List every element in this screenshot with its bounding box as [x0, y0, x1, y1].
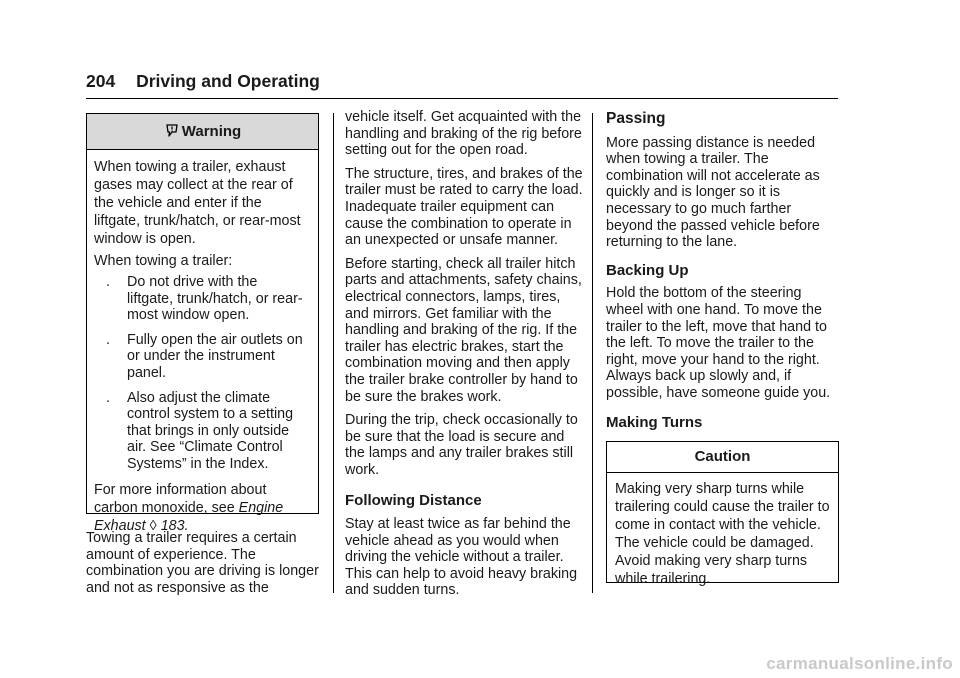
page-ref[interactable]: 183. [160, 517, 189, 534]
warning-header [87, 114, 318, 150]
page-header [86, 71, 320, 92]
warning-bullet-list [94, 274, 304, 473]
bullet-symbol: . [106, 389, 110, 406]
towing-paragraph: Towing a trailer requires a certain amount of experience. The combination you are driving is longer and not as responsive as the [86, 530, 319, 596]
warning-paragraph-3: For more information about carbon monoxide, see Engine Exhaust ◊ 183. [94, 481, 284, 534]
paragraph: During the trip, check occasionally to be sure that the load is secure and the lamps and any trailer brakes still work. [345, 412, 578, 478]
column-2-text [345, 109, 583, 606]
warning-bullet: . Fully open the air outlets on or under the instrument panel. [106, 331, 303, 381]
warning-bullet: . Also adjust the climate control system to a setting that brings in only outside air. See “Climate Control Systems” in the Index. [106, 389, 294, 472]
warning-icon [164, 122, 180, 138]
paragraph: More passing distance is needed when towing a trailer. The combination will not accelerate as quickly and is longer so it is necessary to go much farther beyond the passed vehicle before returning to the lane. [606, 134, 820, 251]
backing-up-heading: Backing Up [606, 261, 689, 279]
paragraph: Before starting, check all trailer hitch parts and attachments, safety chains, electrical connectors, lamps, tires, and mirrors. Get familiar with the handling and braking of the rig. If the trailer has electric brakes, start the combination moving and then apply the trailer brake controller by hand to be sure the brakes work. [345, 255, 582, 405]
column-divider [333, 113, 334, 593]
watermark: carmanualsonline.info [766, 654, 953, 673]
caution-box [606, 441, 839, 587]
header-rule [86, 98, 838, 99]
column-divider [592, 113, 593, 593]
following-distance-heading: Following Distance [345, 492, 482, 510]
bullet-symbol: . [106, 331, 110, 348]
column-3-text [606, 111, 842, 431]
warning-box [86, 113, 319, 534]
engine-exhaust-link[interactable]: Engine Exhaust [94, 499, 284, 534]
warning-bullet: . Do not drive with the liftgate, trunk/hatch, or rear-most window open. [106, 274, 303, 324]
column-1-text [86, 530, 321, 603]
paragraph: The structure, tires, and brakes of the trailer must be rated to carry the load. Inadequate trailer equipment can cause the combination to operate in an unexpected or unsafe manner. [345, 165, 583, 249]
warning-body [87, 150, 318, 535]
paragraph: Hold the bottom of the steering wheel with one hand. To move the trailer to the left, move that hand to the left. To move the trailer to the right, move your hand to the right. Always back up slowly and, if possible, have someone guide you. [606, 285, 831, 401]
caution-text: Making very sharp turns while trailering could cause the trailer to come in contact with the vehicle. The vehicle could be damaged. Avoid making very sharp turns while trailering. [615, 481, 830, 587]
caution-title: Caution [694, 448, 751, 465]
warning-paragraph-2: When towing a trailer: [94, 253, 233, 269]
caution-body [607, 473, 838, 588]
passing-heading: Passing [606, 110, 666, 127]
bullet-symbol: . [106, 274, 110, 290]
caution-header [607, 442, 838, 473]
section-title: Driving and Operating [136, 71, 320, 91]
paragraph: Stay at least twice as far behind the vehicle ahead as you would when driving the vehicle without a trailer. This can help to avoid heavy braking and sudden turns. [345, 516, 578, 599]
paragraph: vehicle itself. Get acquainted with the handling and braking of the rig before setting out for the open road. [345, 109, 582, 159]
making-turns-heading: Making Turns [606, 413, 703, 431]
page-ref-arrow-icon: ◊ [149, 517, 157, 534]
warning-paragraph-1: When towing a trailer, exhaust gases may collect at the rear of the vehicle and enter if the liftgate, trunk/hatch, or rear-most window is open. [94, 159, 301, 247]
warning-title: Warning [181, 123, 242, 140]
page-number: 204 [86, 71, 116, 91]
